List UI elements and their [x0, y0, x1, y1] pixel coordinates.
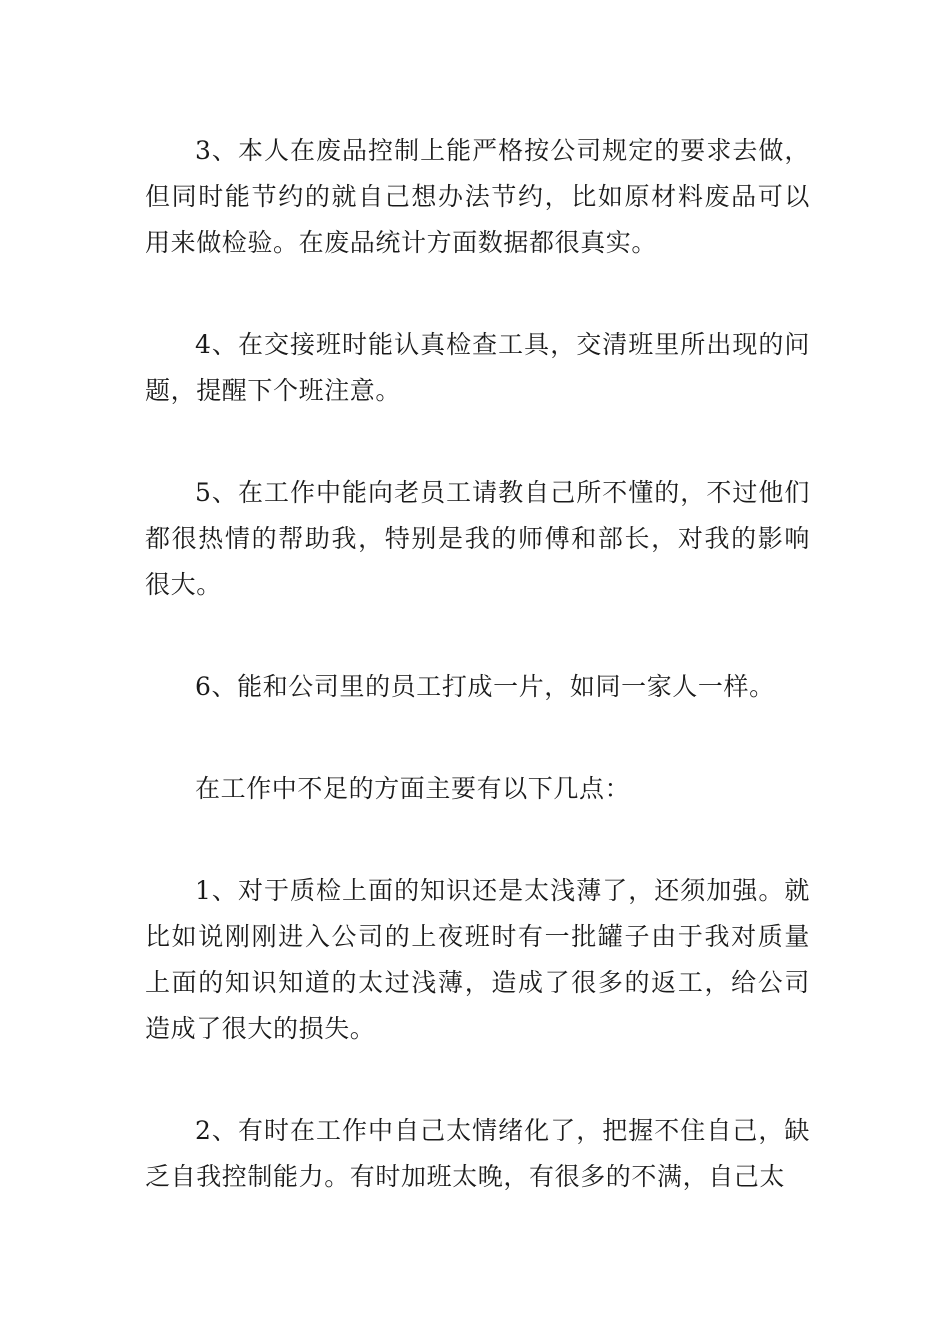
- paragraph-shortcoming-1: 1、对于质检上面的知识还是太浅薄了，还须加强。就比如说刚刚进入公司的上夜班时有一批罐子由于我对质量上面的知识知道的太过浅薄，造成了很多的返工，给公司造成了很大的损失。: [145, 876, 810, 1043]
- paragraph-shortcomings-intro: 在工作中不足的方面主要有以下几点：: [195, 774, 631, 803]
- paragraph-shortcoming-2: 2、有时在工作中自己太情绪化了，把握不住自己，缺乏自我控制能力。有时加班太晚，有很多的不满，自己太: [145, 1116, 810, 1191]
- paragraph-item-5: 5、在工作中能向老员工请教自己所不懂的，不过他们都很热情的帮助我，特别是我的师傅和部长，对我的影响很大。: [145, 478, 810, 599]
- paragraph-item-4: 4、在交接班时能认真检查工具，交清班里所出现的问题，提醒下个班注意。: [145, 330, 810, 405]
- document-body: [145, 128, 810, 1200]
- paragraph-item-6: 6、能和公司里的员工打成一片，如同一家人一样。: [195, 672, 775, 701]
- paragraph-item-3: 3、本人在废品控制上能严格按公司规定的要求去做，但同时能节约的就自己想办法节约，比如原材料废品可以用来做检验。在废品统计方面数据都很真实。: [145, 136, 810, 257]
